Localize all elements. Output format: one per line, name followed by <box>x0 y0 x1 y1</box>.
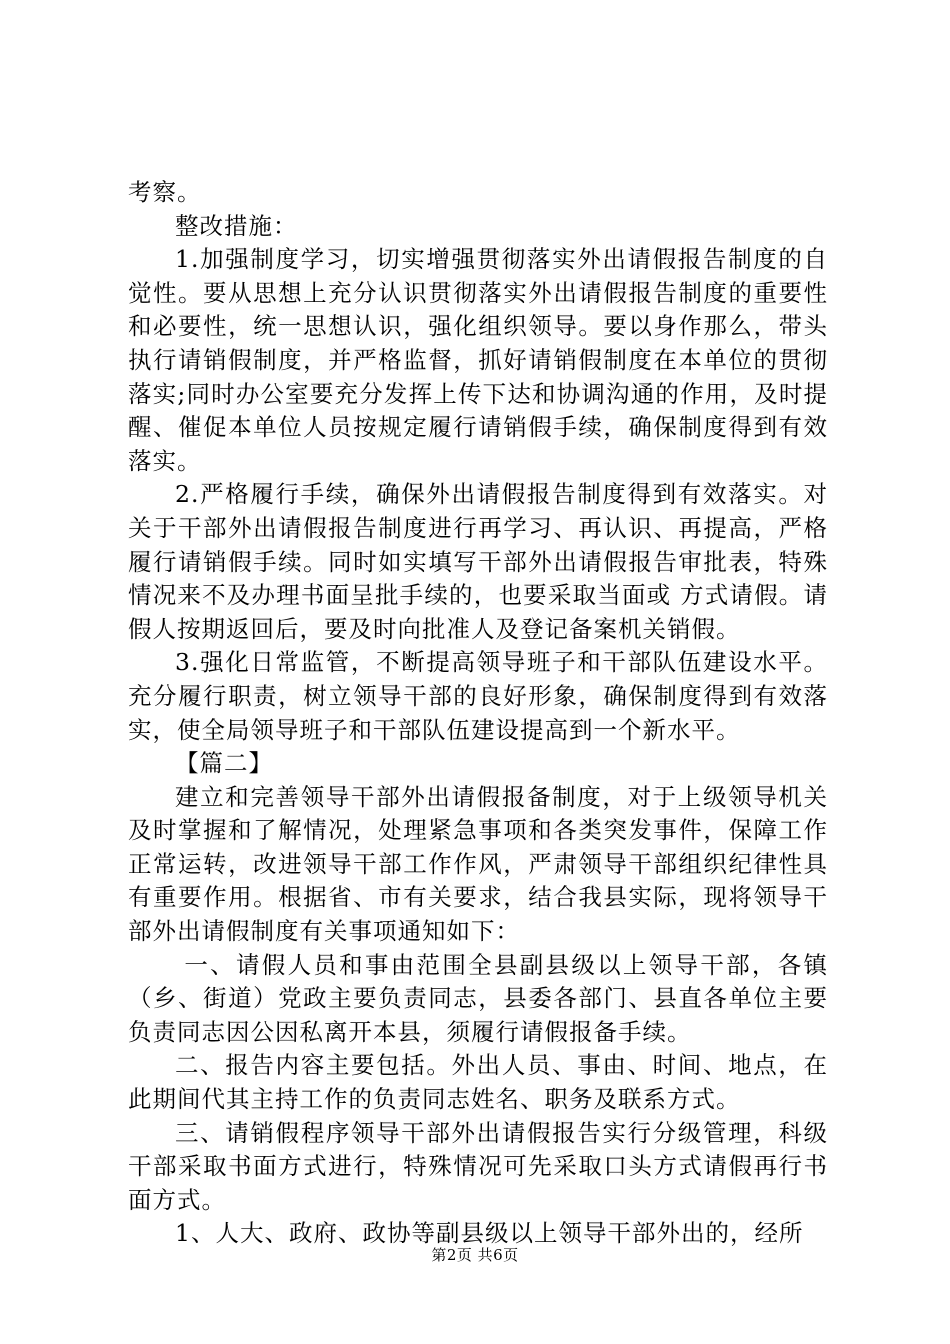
paragraph-intro: 建立和完善领导干部外出请假报备制度，对于上级领导机关及时掌握和了解情况，处理紧急事项和各类突发事件，保障工作正常运转，改进领导干部工作作风，严肃领导干部组织纪律性具有重要作用。根据省、市有关要求，结合我县实际，现将领导干部外出请假制度有关事项通知如下： <box>128 782 828 946</box>
section-heading-part-two: 【篇二】 <box>175 749 273 778</box>
page-number-label: 第2页 共6页 <box>431 1246 519 1264</box>
paragraph-section-one: 一、请假人员和事由范围全县副县级以上领导干部，各镇（乡、街道）党政主要负责同志，县委各部门、县直各单位主要负责同志因公因私离开本县，须履行请假报备手续。 <box>128 950 828 1046</box>
document-body <box>128 176 828 1251</box>
paragraph-measure-1: 1.加强制度学习，切实增强贯彻落实外出请假报告制度的自觉性。要从思想上充分认识贯彻落实外出请假报告制度的重要性和必要性，统一思想认识，强化组织领导。要以身作那么，带头执行请销假制度，并严格监督，抓好请销假制度在本单位的贯彻落实;同时办公室要充分发挥上传下达和协调沟通的作用，及时提醒、催促本单位人员按规定履行请销假手续，确保制度得到有效落实。 <box>128 245 828 475</box>
paragraph-item-1: 1、人大、政府、政协等副县级以上领导干部外出的，经所 <box>175 1219 804 1248</box>
page-footer <box>0 1244 950 1265</box>
paragraph-section-three: 三、请销假程序领导干部外出请假报告实行分级管理，科级干部采取书面方式进行，特殊情况可先采取口头方式请假再行书面方式。 <box>128 1118 828 1214</box>
paragraph-measure-3: 3.强化日常监管，不断提高领导班子和干部队伍建设水平。充分履行职责，树立领导干部的良好形象，确保制度得到有效落实，使全局领导班子和干部队伍建设提高到一个新水平。 <box>128 648 828 744</box>
paragraph-measure-2: 2.严格履行手续，确保外出请假报告制度得到有效落实。对关于干部外出请假报告制度进行再学习、再认识、再提高，严格履行请销假手续。同时如实填写干部外出请假报告审批表，特殊情况来不及办理书面呈批手续的，也要采取当面或 方式请假。请假人按期返回后，要及时向批准人及登记备案机关销假。 <box>128 480 828 643</box>
paragraph-section-two: 二、报告内容主要包括。外出人员、事由、时间、地点，在此期间代其主持工作的负责同志姓名、职务及联系方式。 <box>128 1051 828 1114</box>
paragraph-continuation: 考察。 <box>128 178 202 206</box>
paragraph-heading-rectification: 整改措施： <box>175 211 298 240</box>
